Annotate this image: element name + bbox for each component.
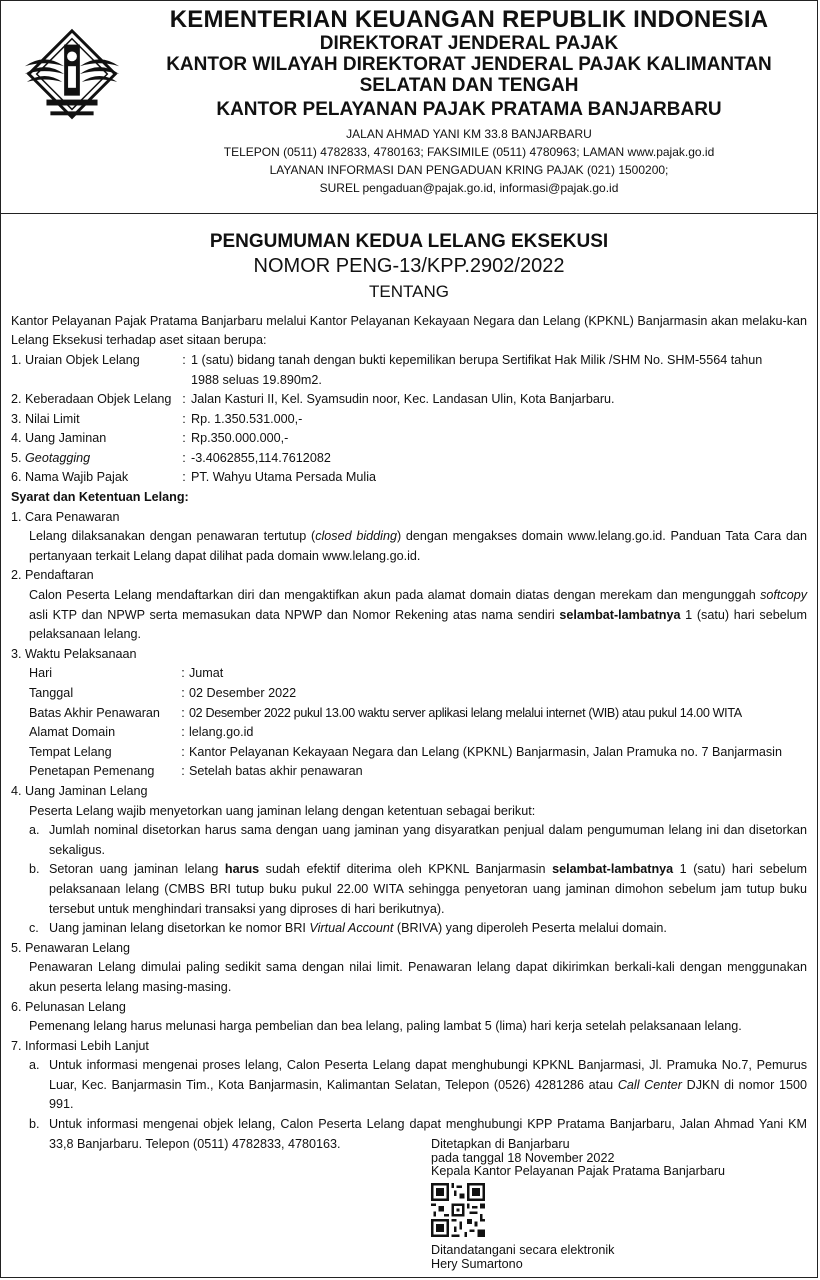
title-block xyxy=(1,231,817,304)
letterhead xyxy=(1,1,817,214)
schedule-row: Hari : Jumat xyxy=(29,666,224,681)
announcement-number: NOMOR PENG-13/KPP.2902/2022 xyxy=(253,254,565,277)
section-text: Peserta Lelang wajib menyetorkan uang jaminan lelang dengan ketentuan sebagai berikut: xyxy=(29,803,536,818)
qr-code-icon xyxy=(431,1183,485,1237)
ministry-name: KEMENTERIAN KEUANGAN REPUBLIK INDONESIA xyxy=(169,6,769,33)
object-row: 5. Geotagging : -3.4062855,114.7612082 xyxy=(11,450,331,465)
object-row: 3. Nilai Limit : Rp. 1.350.531.000,- xyxy=(11,411,303,426)
deposit-item-a: a. Jumlah nominal disetorkan harus sama dengan uang jaminan yang disyaratkan penjual dalam pengumuman lelang ini dan disetorkan sekaligus. xyxy=(29,823,807,857)
auction-object-list xyxy=(11,351,807,488)
schedule-list xyxy=(11,664,807,782)
section-heading: 6. Pelunasan Lelang xyxy=(11,999,126,1014)
section-heading: 4. Uang Jaminan Lelang xyxy=(11,783,148,798)
announcement-body xyxy=(1,312,817,1155)
sign-position: Kepala Kantor Pelayanan Pajak Pratama Banjarbaru xyxy=(431,1164,726,1178)
office-address: JALAN AHMAD YANI KM 33.8 BANJARBARU xyxy=(346,126,592,141)
office-service: LAYANAN INFORMASI DAN PENGADUAN KRING PAJAK (021) 1500200; xyxy=(269,162,669,177)
info-item-b: b. Untuk informasi mengenai objek lelang, Calon Peserta Lelang dapat menghubungi KPP Pratama Banjarbaru, Jalan Ahmad Yani KM 33,8 Banjarbaru. Telepon (0511) 4782833, 4780163. xyxy=(29,1117,807,1151)
section-text: Lelang dilaksanakan dengan penawaran tertutup (closed bidding) dengan mengakses domain www.lelang.go.id. Panduan Tata Cara dan pertanyaan terkait Lelang dapat dilihat pada domain www.lelang.go.id. xyxy=(29,529,807,563)
regional-office-name: KANTOR WILAYAH DIREKTORAT JENDERAL PAJAK KALIMANTAN xyxy=(166,54,772,76)
directorate-name: DIREKTORAT JENDERAL PAJAK xyxy=(319,33,619,55)
section-heading: 2. Pendaftaran xyxy=(11,568,94,583)
office-email: SUREL pengaduan@pajak.go.id, informasi@pajak.go.id xyxy=(319,180,619,195)
deposit-item-c: c. Uang jaminan lelang disetorkan ke nomor BRI Virtual Account (BRIVA) yang diperoleh Peserta melalui domain. xyxy=(29,921,667,936)
sign-electronic-note: Ditandatangani secara elektronik xyxy=(431,1243,615,1257)
schedule-row: Tanggal : 02 Desember 2022 xyxy=(29,686,297,701)
object-row: 2. Keberadaan Objek Lelang : Jalan Kasturi II, Kel. Syamsudin noor, Kec. Landasan Ulin, Kota Banjarbaru. xyxy=(11,392,615,407)
section-heading: 1. Cara Penawaran xyxy=(11,509,120,524)
sign-place: Ditetapkan di Banjarbaru xyxy=(431,1137,570,1151)
schedule-row: Batas Akhir Penawaran : 02 Desember 2022 pukul 13.00 waktu server aplikasi lelang melalui internet (WIB) atau pukul 14.00 WITA xyxy=(29,705,742,720)
deposit-item-b: b. Setoran uang jaminan lelang harus sudah efektif diterima oleh KPKNL Banjarmasin selambat-lambatnya 1 (satu) hari sebelum pelaksanaan lelang (CMBS BRI tutup buku pukul 22.00 WITA sehingga penyetoran uang jaminan dimohon sebelum jam tutup buku tersebut untuk menghindari transaksi yang diproses di hari berikutnya). xyxy=(29,862,807,916)
info-item-a: a. Untuk informasi mengenai proses lelang, Calon Peserta Lelang dapat menghubungi KPKNL Banjarmasi, Jl. Pramuka No.7, Pemurus Luar, Kec. Banjarmasin Tim., Kota Banjarmasin, Kalimantan Selatan, Telepon (0526) 4281286 atau Call Center DJKN di nomor 1500 991. xyxy=(29,1058,807,1112)
office-phone: TELEPON (0511) 4782833, 4780163; FAKSIMILE (0511) 4780963; LAMAN www.pajak.go.id xyxy=(223,144,715,159)
schedule-row: Alamat Domain : lelang.go.id xyxy=(29,725,254,740)
regional-office-name-cont: SELATAN DAN TENGAH xyxy=(359,75,579,97)
intro-paragraph: Kantor Pelayanan Pajak Pratama Banjarbaru melalui Kantor Pelayanan Kekayaan Negara dan Lelang (KPKNL) Banjarmasin akan melaku-kan Lelang Eksekusi terhadap aset sitaan berupa: xyxy=(11,313,807,348)
signer-name: Hery Sumartono xyxy=(431,1256,523,1271)
section-heading: 3. Waktu Pelaksanaan xyxy=(11,646,137,661)
section-heading: 5. Penawaran Lelang xyxy=(11,940,131,955)
object-row: 4. Uang Jaminan : Rp.350.000.000,- xyxy=(11,431,289,446)
announcement-title: PENGUMUMAN KEDUA LELANG EKSEKUSI xyxy=(209,231,609,252)
object-row: 1. Uraian Objek Lelang : 1 (satu) bidang tanah dengan bukti kepemilikan berupa Sertifikat Hak Milik /SHM No. SHM-5564 tahun 1988 seluas 19.890m2. xyxy=(11,352,763,387)
kemenkeu-emblem-icon xyxy=(13,23,131,131)
signature-block xyxy=(431,1138,725,1271)
letterhead-text xyxy=(121,7,817,197)
sign-date: pada tanggal 18 November 2022 xyxy=(431,1150,615,1165)
schedule-row: Tempat Lelang : Kantor Pelayanan Kekayaan Negara dan Lelang (KPKNL) Banjarmasin, Jalan Pramuka no. 7 Banjarmasin xyxy=(29,744,782,759)
section-text: Pemenang lelang harus melunasi harga pembelian dan bea lelang, paling lambat 5 (lima) hari kerja setelah pelaksanaan lelang. xyxy=(29,1019,742,1034)
schedule-row: Penetapan Pemenang : Setelah batas akhir penawaran xyxy=(29,764,363,779)
section-heading: 7. Informasi Lebih Lanjut xyxy=(11,1038,149,1053)
terms-heading: Syarat dan Ketentuan Lelang: xyxy=(11,490,189,505)
section-text: Calon Peserta Lelang mendaftarkan diri dan mengaktifkan akun pada alamat domain diatas dengan merekam dan mengunggah softcopy asli KTP dan NPWP serta memasukan data NPWP dan Nomor Rekening atas nama sendiri selambat-lambatnya 1 (satu) hari sebelum pelaksanaan lelang. xyxy=(29,588,807,642)
object-row: 6. Nama Wajib Pajak : PT. Wahyu Utama Persada Mulia xyxy=(11,470,377,485)
tax-office-name: KANTOR PELAYANAN PAJAK PRATAMA BANJARBARU xyxy=(216,99,722,121)
announcement-about: TENTANG xyxy=(369,281,449,301)
section-text: Penawaran Lelang dimulai paling sedikit sama dengan nilai limit. Penawaran lelang dapat dikirimkan berkali-kali dengan menggunakan akun peserta lelang masing-masing. xyxy=(29,960,807,994)
